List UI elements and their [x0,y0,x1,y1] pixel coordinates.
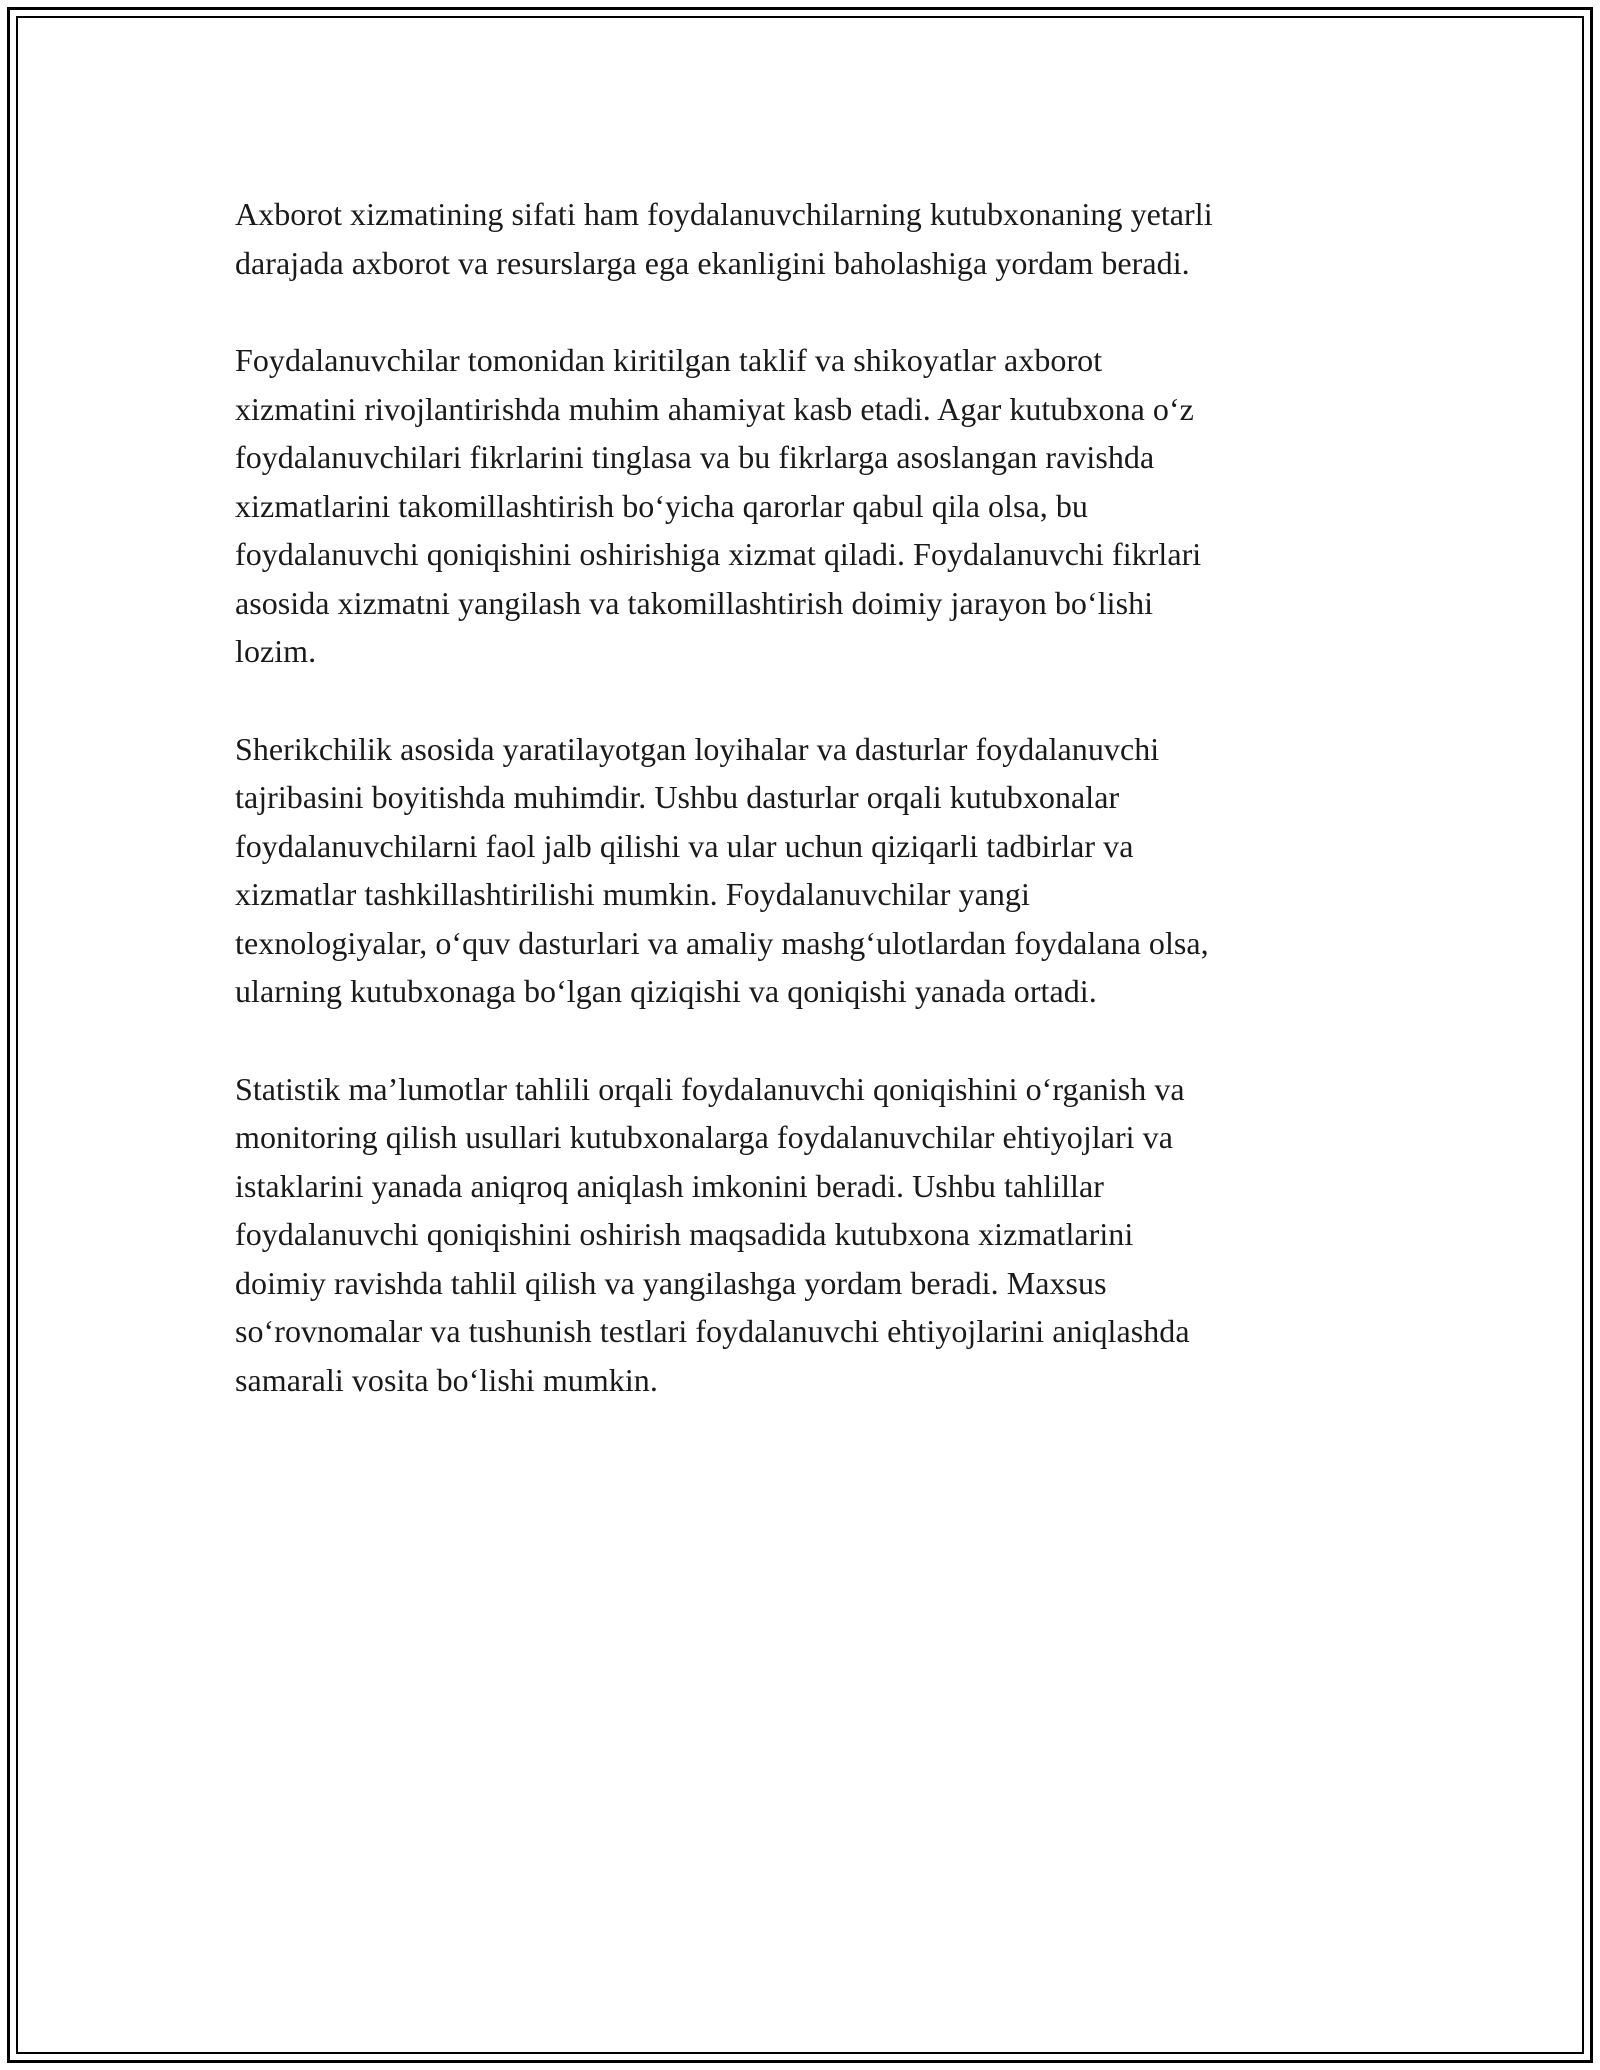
paragraph-line: samarali vosita bo‘lishi mumkin. [235,1361,658,1398]
paragraph-line: istaklarini yanada aniqroq aniqlash imkonini beradi. Ushbu tahlillar [235,1167,1104,1204]
paragraph-line: foydalanuvchilarni faol jalb qilishi va ular uchun qiziqarli tadbirlar va [235,827,1134,864]
paragraph-line: Statistik ma’lumotlar tahlili orqali foydalanuvchi qoniqishini o‘rganish va [235,1070,1185,1107]
paragraph-1 [235,190,1365,287]
paragraph-line: ularning kutubxonaga bo‘lgan qiziqishi va qoniqishi yanada ortadi. [235,973,1097,1009]
paragraph-line: Foydalanuvchilar tomonidan kiritilgan taklif va shikoyatlar axborot [235,342,1103,378]
paragraph-line: so‘rovnomalar va tushunish testlari foydalanuvchi ehtiyojlarini aniqlashda [235,1313,1190,1349]
paragraph-line: darajada axborot va resurslarga ega ekanligini baholashiga yordam beradi. [235,244,1190,281]
paragraph-line: monitoring qilish usullari kutubxonalarga foydalanuvchilar ehtiyojlari va [235,1119,1173,1155]
paragraph-line: asosida xizmatni yangilash va takomillashtirish doimiy jarayon bo‘lishi [235,584,1154,621]
paragraph-line: foydalanuvchilari fikrlarini tinglasa va bu fikrlarga asoslangan ravishda [235,439,1155,475]
paragraph-line: xizmatlarini takomillashtirish bo‘yicha qarorlar qabul qila olsa, bu [235,487,1088,524]
paragraph-line: xizmatlar tashkillashtirilishi mumkin. Foydalanuvchilar yangi [235,876,1030,912]
paragraph-2 [235,336,1365,676]
paragraph-line: xizmatini rivojlantirishda muhim ahamiyat kasb etadi. Agar kutubxona o‘z [235,390,1194,427]
paragraph-4 [235,1065,1365,1405]
paragraph-line: foydalanuvchi qoniqishini oshirishiga xizmat qiladi. Foydalanuvchi fikrlari [235,536,1202,572]
paragraph-line: foydalanuvchi qoniqishini oshirish maqsadida kutubxona xizmatlarini [235,1216,1134,1252]
paragraph-line: tajribasini boyitishda muhimdir. Ushbu dasturlar orqali kutubxonalar [235,779,1120,815]
document-body [235,190,1365,1404]
paragraph-line: texnologiyalar, o‘quv dasturlari va amaliy mashg‘ulotlardan foydalana olsa, [235,924,1209,961]
paragraph-line: Sherikchilik asosida yaratilayotgan loyihalar va dasturlar foydalanuvchi [235,730,1160,767]
paragraph-line: Axborot xizmatining sifati ham foydalanuvchilarning kutubxonaning yetarli [235,196,1213,232]
paragraph-3 [235,725,1365,1016]
paragraph-line: lozim. [235,633,317,669]
paragraph-line: doimiy ravishda tahlil qilish va yangilashga yordam beradi. Maxsus [235,1264,1107,1301]
